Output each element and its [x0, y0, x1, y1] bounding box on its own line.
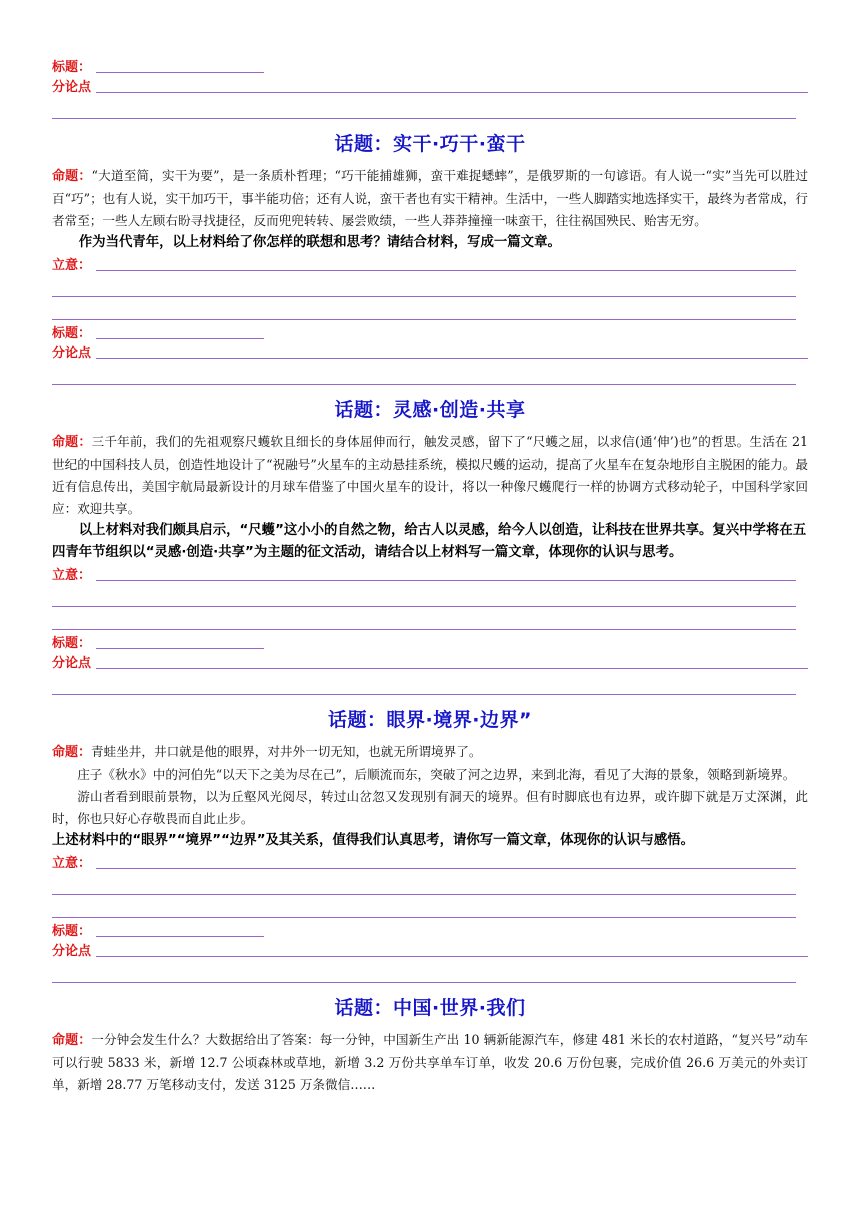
blank-line[interactable] — [52, 274, 796, 297]
idea-row — [52, 254, 808, 274]
topic-heading: 话题：灵感·创造·共享 — [334, 399, 526, 421]
idea-label: 立意： — [52, 258, 92, 273]
blank-line[interactable] — [52, 362, 796, 385]
prompt-text — [52, 1029, 808, 1096]
points-row — [52, 342, 808, 362]
prompt-paragraph: 游山者看到眼前景物，以为丘壑风光阅尽，转过山岔忽又发现别有洞天的境界。但有时脚底也有边界，或许脚下就是万丈深渊，此时，你也只好心存敬畏而自此止步。 — [52, 789, 808, 826]
prompt-paragraph: 青蛙坐井，井口就是他的眼界，对井外一切无知，也就无所谓境界了。 — [91, 744, 482, 759]
idea-row — [52, 852, 808, 872]
title-label: 标题： — [52, 636, 92, 651]
prompt-label: 命题： — [52, 435, 92, 450]
points-row — [52, 76, 808, 96]
points-label: 分论点 — [52, 80, 92, 95]
idea-row — [52, 564, 808, 584]
title-line[interactable] — [96, 338, 264, 339]
prompt-text — [52, 741, 808, 764]
title-line[interactable] — [96, 936, 264, 937]
points-row — [52, 940, 808, 960]
points-label: 分论点 — [52, 346, 92, 361]
blank-line[interactable] — [52, 584, 796, 607]
blank-line[interactable] — [52, 297, 796, 320]
task-text: 作为当代青年，以上材料给了你怎样的联想和思考？请结合材料，写成一篇文章。 — [78, 235, 561, 250]
points-label: 分论点 — [52, 944, 92, 959]
topic-heading: 话题：眼界·境界·边界” — [328, 709, 532, 731]
prompt-paragraph: 庄子《秋水》中的河伯先“以天下之美为尽在己”，后顺流而东，突破了河之边界，来到北海，看见了大海的景象，领略到新境界。 — [77, 767, 796, 782]
topic-heading: 话题：实干·巧干·蛮干 — [334, 133, 526, 155]
title-row — [52, 920, 808, 940]
points-label: 分论点 — [52, 656, 92, 671]
idea-line[interactable] — [96, 580, 796, 581]
prompt-label: 命题： — [52, 745, 92, 760]
blank-line[interactable] — [52, 895, 796, 918]
prompt-label: 命题： — [52, 1033, 92, 1048]
worksheet-page — [52, 56, 808, 1096]
title-row — [52, 632, 808, 652]
prompt-text — [52, 165, 808, 232]
idea-label: 立意： — [52, 856, 92, 871]
blank-line[interactable] — [52, 960, 796, 983]
prompt-paragraph: 一分钟会发生什么？大数据给出了答案：每一分钟，中国新生产出 10 辆新能源汽车，修建 481 米长的农村道路，“复兴号”动车可以行驶 5833 米，新增 12.7 公顷森林或草地，新增 3.2 万份共享单车订单，收发 20.6 万份包裹，完成价值 26.6 万美元的外卖订单，新增 28.77 万笔移动支付，发送 3125 万条微信…… — [52, 1032, 808, 1092]
prompt-paragraph: 三千年前，我们的先祖观察尺蠖软且细长的身体屈伸而行，触发灵感，留下了“尺蠖之屈，以求信(通‘伸’)也”的哲思。生活在 21 世纪的中国科技人员，创造性地设计了“祝融号”火星车的主动悬挂系统，模拟尺蠖的运动，提高了火星车在复杂地形自主脱困的能力。最近有信息传出，美国宇航局最新设计的月球车借鉴了中国火星车的设计，将以一种像尺蠖爬行一样的协调方式移动轮子，中国科学家回应：欢迎共享。 — [52, 434, 808, 516]
idea-line[interactable] — [96, 270, 796, 271]
blank-line[interactable] — [52, 672, 796, 695]
prompt-text — [52, 431, 808, 520]
points-line[interactable] — [96, 358, 808, 359]
prompt-label: 命题： — [52, 169, 92, 184]
points-line[interactable] — [96, 92, 808, 93]
prompt-paragraph: “大道至简，实干为要”，是一条质朴哲理；“巧干能捕雄狮，蛮干难捉蟋蟀”，是俄罗斯的一句谚语。有人说一“实”当先可以胜过百“巧”；也有人说，实干加巧干，事半能功倍；还有人说，蛮干者也有实干精神。生活中，一些人脚踏实地选择实干，最终为者常成，行者常至；一些人左顾右盼寻找捷径，反而兜兜转转、屡尝败绩，一些人莽莽撞撞一味蛮干，往往祸国殃民、贻害无穷。 — [52, 168, 808, 228]
points-row — [52, 652, 808, 672]
blank-line[interactable] — [52, 96, 796, 119]
idea-label: 立意： — [52, 568, 92, 583]
title-line[interactable] — [96, 648, 264, 649]
title-line[interactable] — [96, 72, 264, 73]
blank-line[interactable] — [52, 872, 796, 895]
title-label: 标题： — [52, 60, 92, 75]
task-text: 上述材料中的“眼界”“境界”“边界”及其关系，值得我们认真思考，请你写一篇文章，体现你的认识与感悟。 — [52, 833, 694, 848]
task-text: 以上材料对我们颇具启示，“尺蠖”这小小的自然之物，给古人以灵感，给今人以创造，让科技在世界共享。复兴中学将在五四青年节组织以“灵感·创造·共享”为主题的征文活动，请结合以上材料写一篇文章，体现你的认识与思考。 — [52, 523, 807, 560]
points-line[interactable] — [96, 668, 808, 669]
points-line[interactable] — [96, 956, 808, 957]
title-label: 标题： — [52, 924, 92, 939]
topic-heading: 话题：中国·世界·我们 — [334, 997, 526, 1019]
title-label: 标题： — [52, 326, 92, 341]
title-row — [52, 322, 808, 342]
idea-line[interactable] — [96, 868, 796, 869]
title-row — [52, 56, 808, 76]
blank-line[interactable] — [52, 607, 796, 630]
